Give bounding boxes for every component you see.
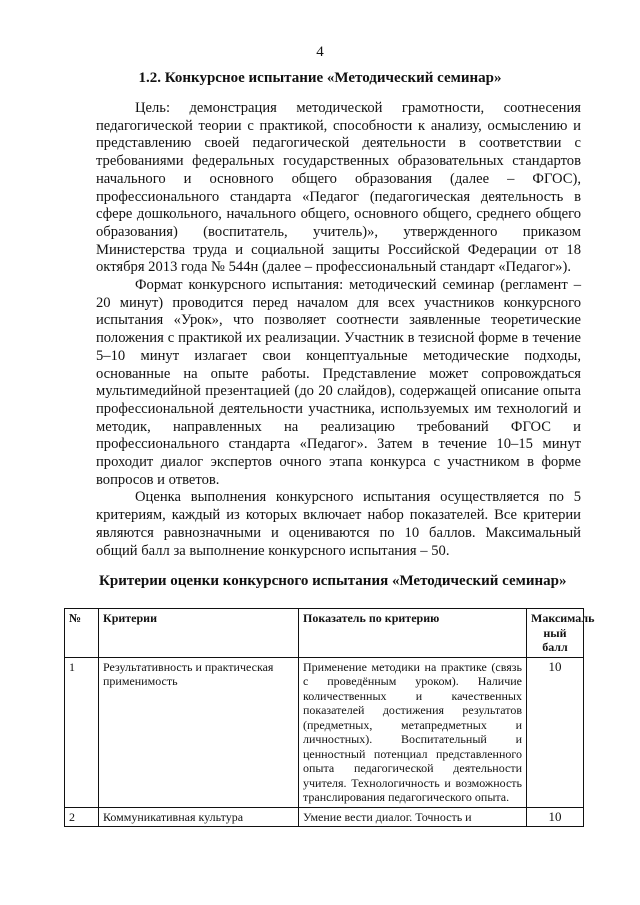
body-text [96,100,581,560]
header-num: № [65,609,99,658]
page-number: 4 [316,44,324,60]
row-criterion: Коммуникативная культура [99,807,299,827]
section-title: 1.2. Конкурсное испытание «Методический семинар» [138,70,502,86]
criteria-table-title: Критерии оценки конкурсного испытания «Методический семинар» [99,573,567,589]
header-indicator: Показатель по критерию [299,609,527,658]
row-num: 2 [65,807,99,827]
row-num: 1 [65,657,99,807]
header-criterion: Критерии [99,609,299,658]
criteria-table [64,608,595,827]
row-max-score: 10 [527,807,584,827]
paragraph-evaluation: Оценка выполнения конкурсного испытания осуществляется по 5 критериям, каждый из которых включает набор показателей. Все критерии являются равнозначными и оцениваются по 10 баллов. Максимальный общий балл за выполнение конкурсного испытания – 50. [96,489,581,559]
table-row [65,657,584,807]
table-header-row [65,609,584,658]
paragraph-format: Формат конкурсного испытания: методический семинар (регламент – 20 минут) проводится перед началом для всех участников конкурсного испытания «Урок», что позволяет соотнести заявленные теоретические положения с практикой их реализации. Участник в тезисной форме в течение 5–10 минут излагает свои концептуальные методические подходы, основанные на опыте работы. Представление может сопровождаться мультимедийной презентацией (до 20 слайдов), содержащей описание опыта профессиональной деятельности участника, используемых им технологий и методик, направленных на реализацию требований ФГОС и профессионального стандарта «Педагог». Затем в течение 10–15 минут проходит диалог экспертов очного этапа конкурса с участником в форме вопросов и ответов. [96,277,581,488]
paragraph-goal: Цель: демонстрация методической грамотности, соотнесения педагогической теории с практикой, способности к анализу, осмыслению и представлению своей педагогической деятельности в соответствии с требованиями федеральных государственных образовательных стандартов начального и основного общего образования (далее – ФГОС), профессионального стандарта «Педагог (педагогическая деятельность в сфере дошкольного, начального общего, основного общего, среднего общего образования) (воспитатель, учитель)», утвержденного приказом Министерства труда и социальной защиты Российской Федерации от 18 октября 2013 года № 544н (далее – профессиональный стандарт «Педагог»). [96,100,581,276]
row-indicator: Умение вести диалог. Точность и [299,807,527,827]
header-max-score: Максималь ный балл [527,609,584,658]
row-max-score: 10 [527,657,584,807]
table-row [65,807,584,827]
row-criterion: Результативность и практическая применимость [99,657,299,807]
row-indicator: Применение методики на практике (связь с проведённым уроком). Наличие количественных и качественных показателей достижения результатов (предметных, метапредметных и личностных). Воспитательный и ценностный потенциал представленного опыта педагогической деятельности учителя. Технологичность и возможность транслирования педагогического опыта. [299,657,527,807]
